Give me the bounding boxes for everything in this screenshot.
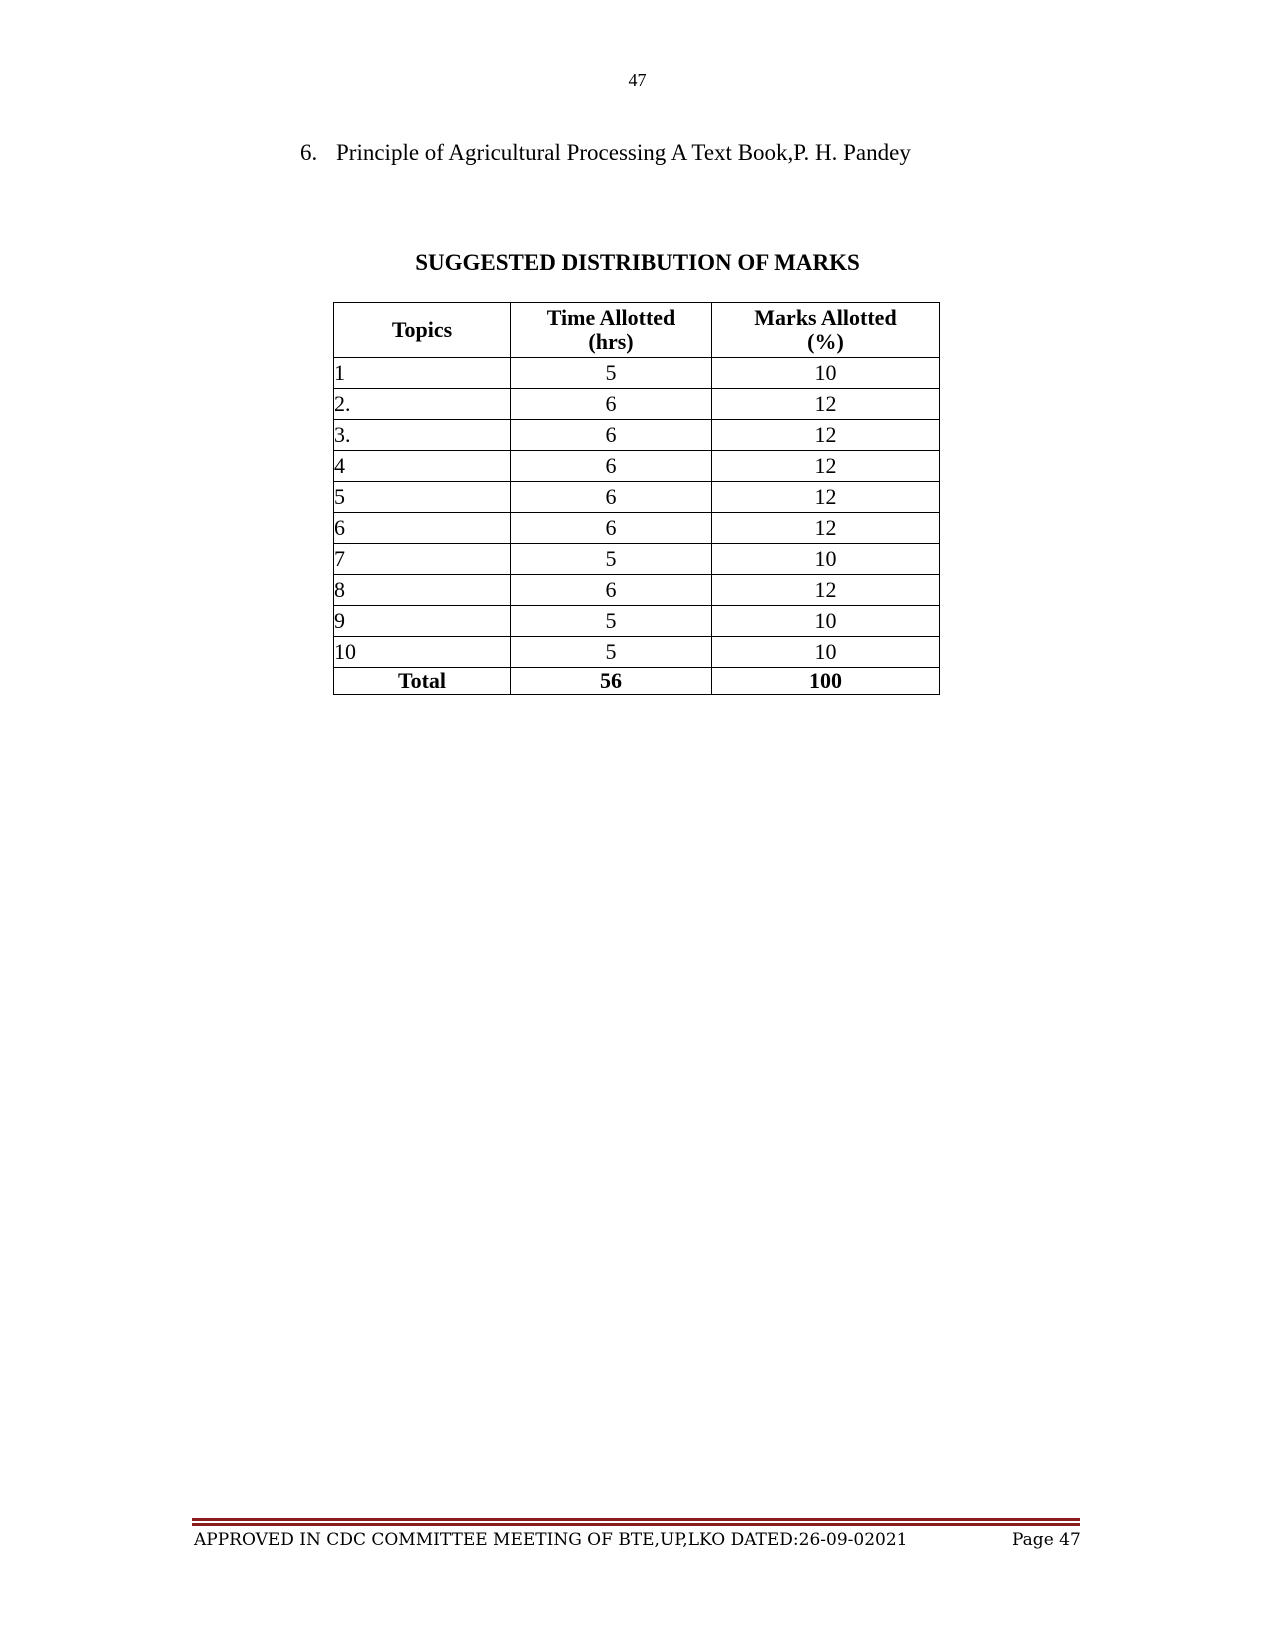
topic-cell: 6 <box>334 513 511 544</box>
table-total-row <box>334 668 940 695</box>
marks-distribution-table <box>333 302 940 695</box>
marks-cell: 10 <box>712 358 940 389</box>
time-cell: 5 <box>511 358 712 389</box>
marks-cell: 12 <box>712 513 940 544</box>
marks-cell: 10 <box>712 637 940 668</box>
header-time-allotted <box>511 303 712 358</box>
total-marks: 100 <box>712 668 940 695</box>
time-cell: 5 <box>511 606 712 637</box>
topic-cell: 1 <box>334 358 511 389</box>
footer-page-label: Page 47 <box>1012 1530 1081 1550</box>
reference-item <box>300 140 911 166</box>
footer-rule-bottom <box>192 1523 1080 1526</box>
reference-number: 6. <box>300 140 318 165</box>
table-row <box>334 482 940 513</box>
total-label: Total <box>334 668 511 695</box>
header-marks-line2: (%) <box>807 329 844 354</box>
reference-text: Principle of Agricultural Processing A Text Book,P. H. Pandey <box>336 140 911 165</box>
marks-cell: 12 <box>712 575 940 606</box>
table-row <box>334 358 940 389</box>
table-title: SUGGESTED DISTRIBUTION OF MARKS <box>415 250 860 275</box>
marks-cell: 12 <box>712 389 940 420</box>
header-time-line2: (hrs) <box>588 329 634 354</box>
marks-cell: 12 <box>712 482 940 513</box>
footer-divider <box>192 1518 1080 1527</box>
topic-cell: 10 <box>334 637 511 668</box>
topic-cell: 4 <box>334 451 511 482</box>
table-row <box>334 420 940 451</box>
marks-cell: 10 <box>712 544 940 575</box>
footer-approval-text: APPROVED IN CDC COMMITTEE MEETING OF BTE,UP,LKO DATED:26-09-02021 <box>194 1530 908 1550</box>
table-row <box>334 575 940 606</box>
marks-cell: 12 <box>712 420 940 451</box>
header-time-line1: Time Allotted <box>546 305 676 330</box>
table-row <box>334 451 940 482</box>
page-number-top: 47 <box>628 70 647 90</box>
time-cell: 5 <box>511 544 712 575</box>
header-topics: Topics <box>334 303 511 358</box>
time-cell: 6 <box>511 451 712 482</box>
time-cell: 6 <box>511 575 712 606</box>
table-header-row <box>334 303 940 358</box>
table-row <box>334 544 940 575</box>
table-row <box>334 389 940 420</box>
topic-cell: 2. <box>334 389 511 420</box>
table-row <box>334 637 940 668</box>
time-cell: 6 <box>511 389 712 420</box>
topic-cell: 3. <box>334 420 511 451</box>
table-row <box>334 513 940 544</box>
topic-cell: 7 <box>334 544 511 575</box>
marks-cell: 12 <box>712 451 940 482</box>
table-row <box>334 606 940 637</box>
marks-cell: 10 <box>712 606 940 637</box>
header-marks-line1: Marks Allotted <box>754 305 897 330</box>
total-time: 56 <box>511 668 712 695</box>
time-cell: 6 <box>511 513 712 544</box>
time-cell: 5 <box>511 637 712 668</box>
header-marks-allotted <box>712 303 940 358</box>
time-cell: 6 <box>511 482 712 513</box>
topic-cell: 5 <box>334 482 511 513</box>
time-cell: 6 <box>511 420 712 451</box>
topic-cell: 8 <box>334 575 511 606</box>
topic-cell: 9 <box>334 606 511 637</box>
